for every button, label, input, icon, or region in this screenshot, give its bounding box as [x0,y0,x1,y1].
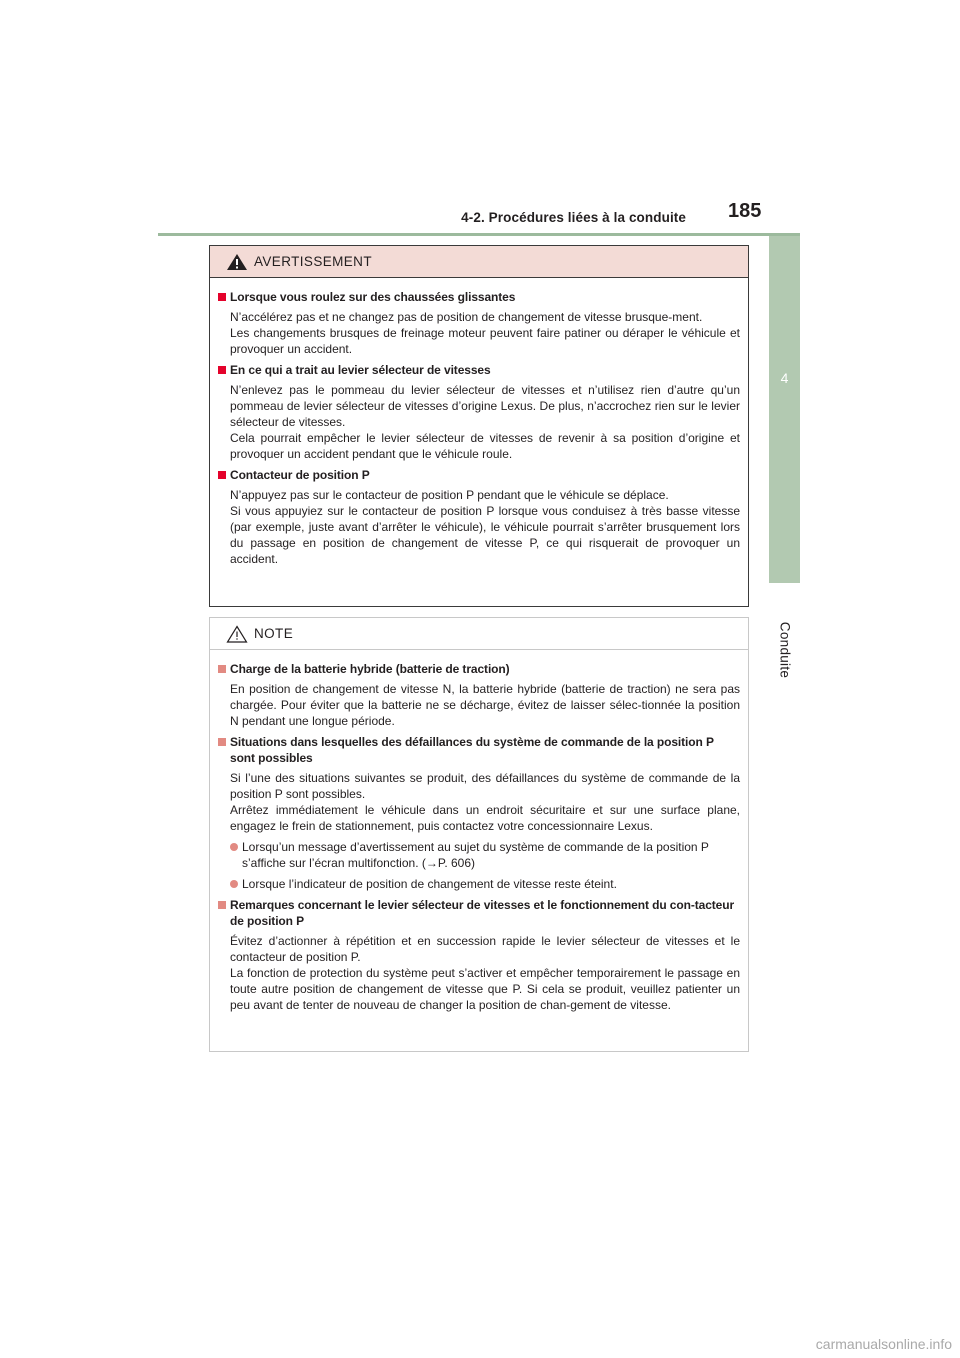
note-section [218,734,740,892]
section-title-p-switch: Contacteur de position P [218,467,740,483]
section-title-battery-charge: Charge de la batterie hybride (batterie de traction) [218,661,740,677]
list-item: Lorsque l’indicateur de position de changement de vitesse reste éteint. [218,876,740,892]
square-bullet-icon [218,901,226,909]
paragraph: Arrêtez immédiatement le véhicule dans un endroit sécuritaire et sur une surface plane, engagez le frein de stationnement, puis contactez votre concessionnaire Lexus. [230,803,740,833]
chapter-label: Conduite [777,621,793,679]
square-bullet-icon [218,471,226,479]
note-header [210,618,748,650]
round-bullet-icon [230,843,238,851]
paragraph: Si vous appuyiez sur le contacteur de position P lorsque vous conduisez à très basse vitesse (par exemple, juste avant d’arrêter le véhicule), le véhicule pourrait s’arrêter brusquement lors du passage en position de changement de vitesse P, ce qui risquerait de provoquer un accident. [230,504,740,566]
note-box [209,617,749,1052]
square-bullet-icon [218,738,226,746]
paragraph: Évitez d’actionner à répétition et en succession rapide le levier sélecteur de vitesses et le contacteur de position P. [230,934,740,964]
paragraph: Les changements brusques de freinage moteur peuvent faire patiner ou déraper le véhicule et provoquer un accident. [230,326,740,356]
warning-box [209,245,749,607]
chapter-tab[interactable] [769,236,800,583]
paragraph: N’appuyez pas sur le contacteur de position P pendant que le véhicule se déplace. [230,488,669,502]
watermark: carmanualsonline.info [815,1336,952,1352]
warning-section [218,362,740,462]
section-title-shift-lever: En ce qui a trait au levier sélecteur de vitesses [218,362,740,378]
paragraph: N’accélérez pas et ne changez pas de position de changement de vitesse brusque-ment. [230,310,703,324]
square-bullet-icon [218,665,226,673]
warning-section [218,467,740,567]
chapter-number: 4 [780,370,789,386]
square-bullet-icon [218,366,226,374]
paragraph: La fonction de protection du système peut s’activer et empêcher temporairement le passage en toute autre position de changement de vitesse que P. Si cela se produit, veuillez patienter un peu avant de tenter de nouveau de changer la position de chan-gement de vitesse. [230,966,740,1012]
caution-triangle-icon [226,625,248,643]
note-section [218,661,740,729]
paragraph: N’enlevez pas le pommeau du levier sélecteur de vitesses et n’utilisez rien d’autre qu’un pommeau de levier sélecteur de vitesses d’origine Lexus. De plus, n’accrochez rien sur le levier sélecteur de vitesses. [230,383,740,429]
paragraph: En position de changement de vitesse N, la batterie hybride (batterie de traction) ne sera pas chargée. Pour éviter que la batterie ne se décharge, évitez de laisser sélec-tionnée la position N pendant une longue période. [230,682,740,728]
section-title-slippery-roads: Lorsque vous roulez sur des chaussées glissantes [218,289,740,305]
page-number: 185 [728,200,762,222]
section-title-p-system-failures: Situations dans lesquelles des défaillances du système de commande de la position P sont possibles [218,734,740,766]
paragraph: Cela pourrait empêcher le levier sélecteur de vitesses de revenir à sa position d’origine et provoquer un accident pendant que le véhicule roule. [230,431,740,461]
note-heading: NOTE [254,626,294,641]
paragraph: Si l’une des situations suivantes se produit, des défaillances du système de commande de la position P sont possibles. [230,771,740,801]
warning-heading: AVERTISSEMENT [254,254,372,269]
square-bullet-icon [218,293,226,301]
section-title-lever-remarks: Remarques concernant le levier sélecteur de vitesses et le fonctionnement du con-tacteur de position P [218,897,740,929]
round-bullet-icon [230,880,238,888]
section-title: 4-2. Procédures liées à la conduite [461,210,686,225]
note-section [218,897,740,1013]
list-item: Lorsqu’un message d’avertissement au sujet du système de commande de la position P s’affiche sur l’écran multifonction. (→P. 606) [218,839,740,871]
header-rule [158,233,800,236]
warning-triangle-icon [226,253,248,271]
warning-header [210,246,748,278]
warning-section [218,289,740,357]
